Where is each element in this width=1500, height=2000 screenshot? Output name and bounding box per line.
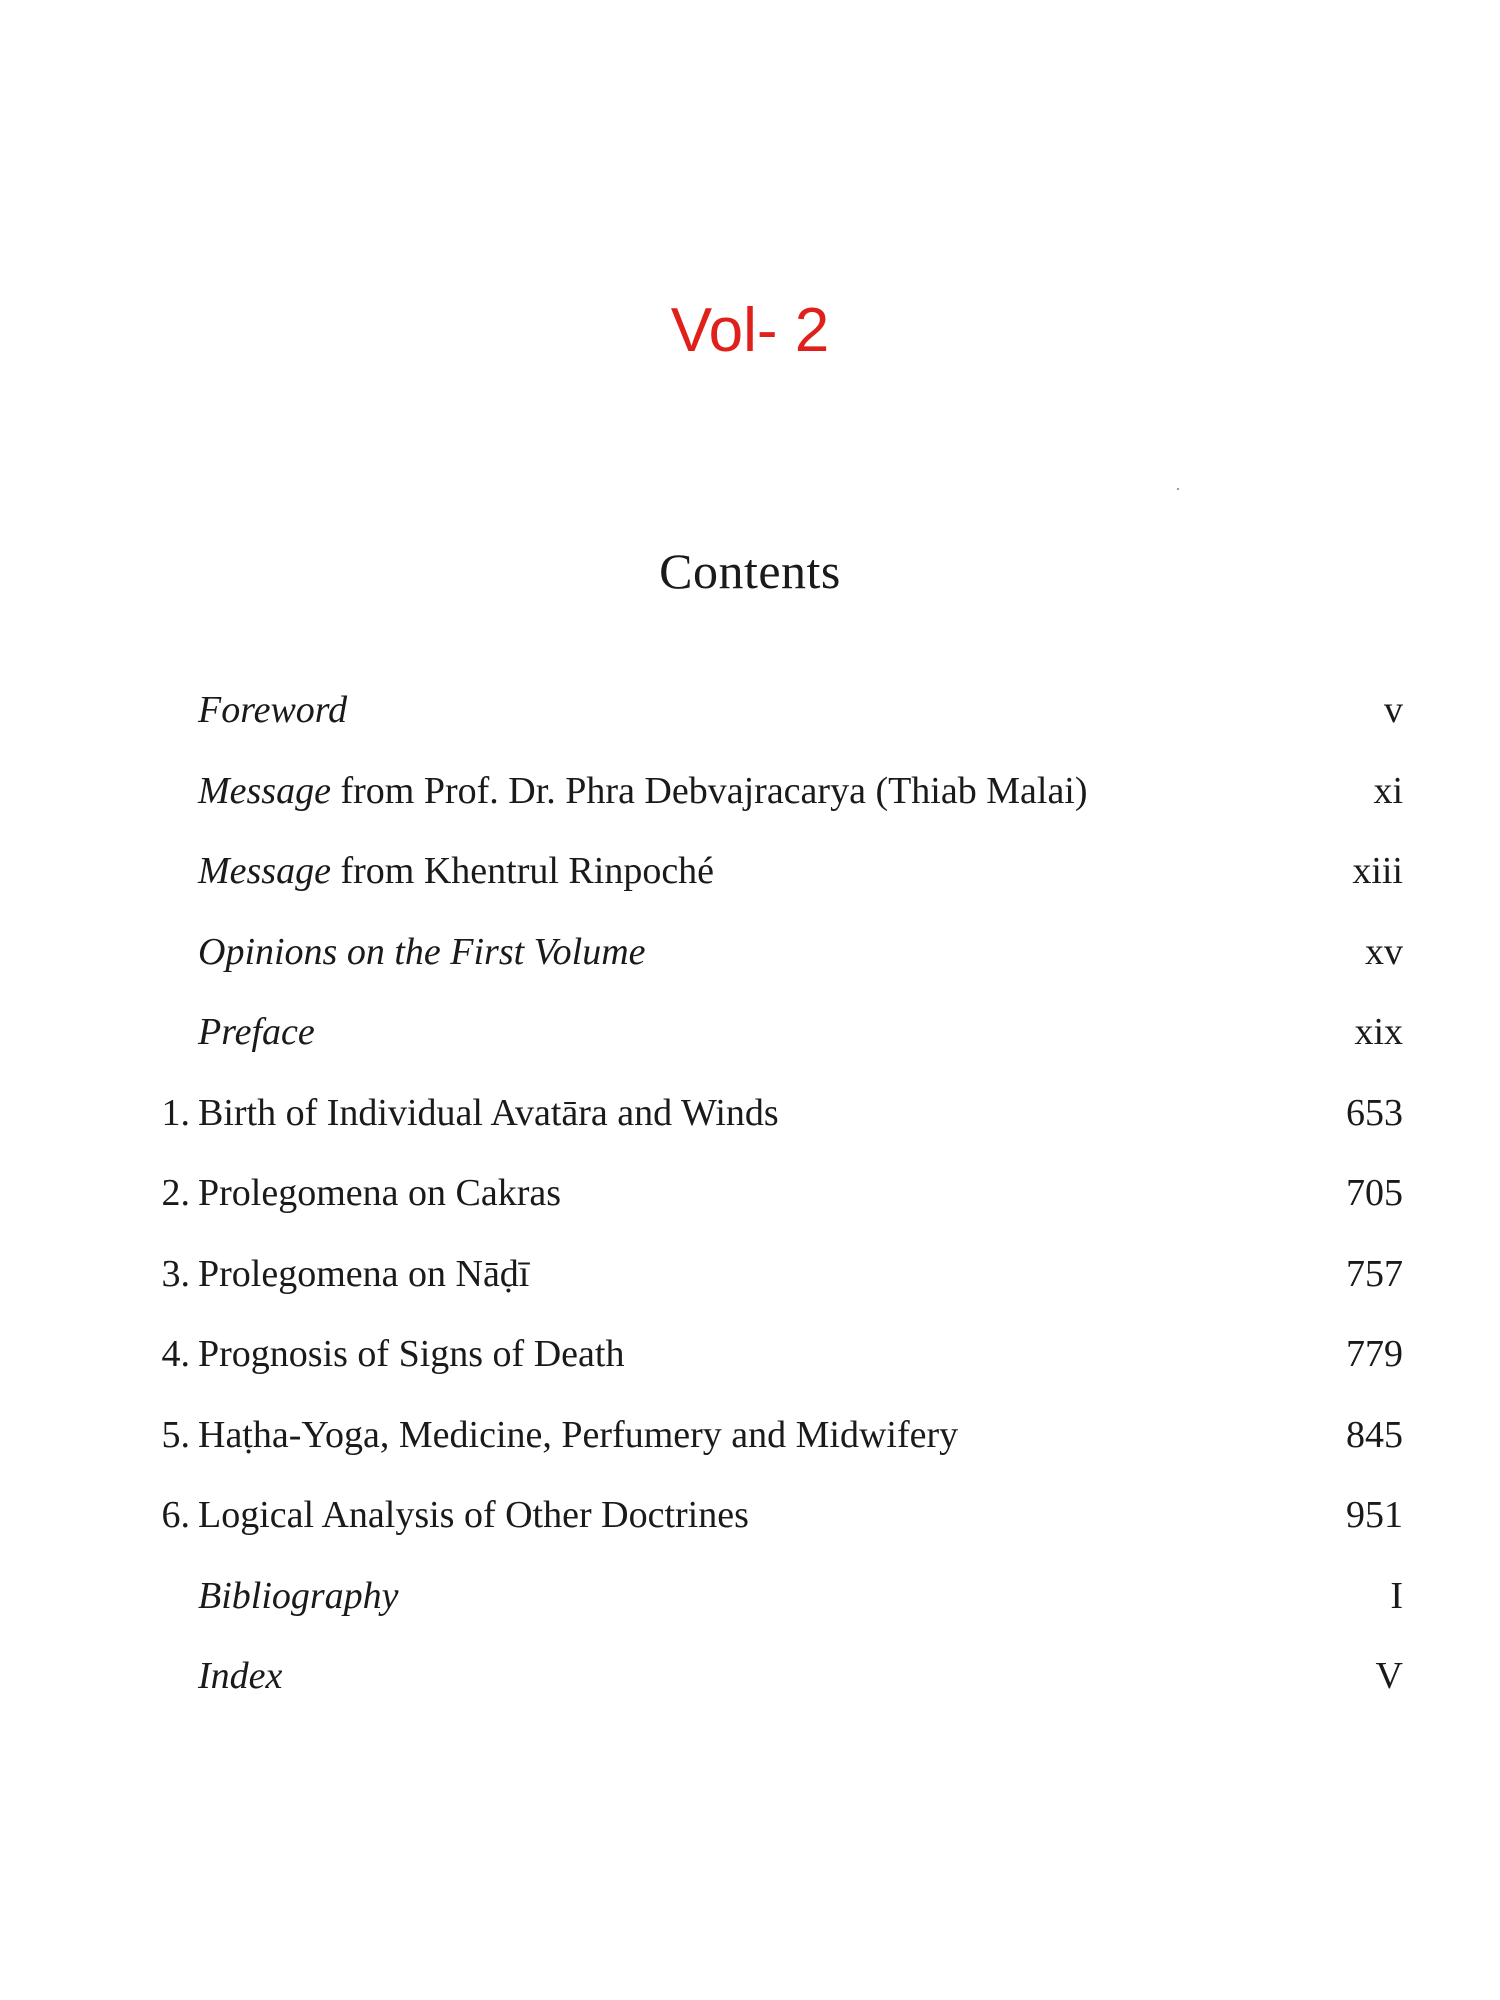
- toc-entry-foreword: [0, 686, 1500, 767]
- toc-entry-title: [198, 1572, 399, 1620]
- toc-entry-page: 705: [1346, 1172, 1403, 1214]
- toc-entry-title: [198, 928, 646, 976]
- toc-entry-page: v: [1384, 689, 1403, 731]
- toc-entry-chapter-5: [0, 1411, 1500, 1492]
- toc-entry-page: V: [1375, 1655, 1403, 1697]
- toc-entry-title: [198, 1330, 624, 1378]
- toc-entry-title: [198, 847, 714, 895]
- toc-entry-page: 779: [1346, 1333, 1403, 1375]
- toc-entry-title: [198, 1411, 958, 1459]
- scan-speck: [1177, 488, 1179, 490]
- toc-entry-title-rest: Prognosis of Signs of Death: [198, 1333, 625, 1375]
- toc-entry-title-rest: from Prof. Dr. Phra Debvajracarya (Thiab Malai): [330, 769, 1088, 812]
- volume-label: Vol- 2: [670, 296, 830, 365]
- toc-entry-title-italic: Foreword: [198, 689, 348, 731]
- toc-entry-number: 2.: [161, 1172, 190, 1214]
- toc-entry-message-debvajracarya: [0, 767, 1500, 848]
- toc-entry-chapter-2: [0, 1169, 1500, 1250]
- toc-entry-opinions: [0, 928, 1500, 1009]
- toc-entry-preface: [0, 1008, 1500, 1089]
- toc-entry-title-italic: Bibliography: [198, 1574, 399, 1617]
- toc-entry-title-rest: from Khentrul Rinpoché: [330, 850, 715, 892]
- toc-entry-title: [198, 1008, 315, 1056]
- toc-entry-page: xix: [1354, 1011, 1403, 1053]
- toc-entry-number: 4.: [161, 1333, 190, 1375]
- toc-entry-title-italic: Message: [198, 769, 331, 812]
- toc-entry-message-khentrul: [0, 847, 1500, 928]
- toc-entry-title-rest: Logical Analysis of Other Doctrines: [198, 1494, 749, 1536]
- toc-entry-title-italic: Index: [198, 1655, 283, 1697]
- toc-entry-page: xv: [1365, 930, 1403, 973]
- toc-entry-chapter-6: [0, 1491, 1500, 1572]
- toc-entry-title: [198, 1652, 282, 1700]
- toc-entry-chapter-4: [0, 1330, 1500, 1411]
- toc-entry-page: 845: [1346, 1413, 1403, 1456]
- toc-entry-title: [198, 686, 347, 734]
- toc-entry-title-rest: Prolegomena on Nāḍī: [198, 1252, 530, 1295]
- toc-entry-title: [198, 1169, 561, 1217]
- contents-heading: Contents: [659, 543, 841, 599]
- toc-entry-title: [198, 1250, 529, 1298]
- toc-entry-number: 6.: [161, 1494, 190, 1536]
- toc-entry-title-rest: Birth of Individual Avatāra and Winds: [198, 1091, 779, 1134]
- toc-entry-title: [198, 767, 1088, 815]
- toc-entry-page: xi: [1373, 769, 1403, 812]
- toc-entry-page: I: [1390, 1574, 1403, 1617]
- toc-entry-title: [198, 1491, 749, 1539]
- toc-entry-title-italic: Preface: [198, 1011, 315, 1053]
- toc-entry-chapter-3: [0, 1250, 1500, 1331]
- toc-entry-page: 653: [1346, 1091, 1403, 1134]
- toc-entry-title-rest: Prolegomena on Cakras: [198, 1172, 562, 1214]
- toc-entry-page: 951: [1346, 1494, 1403, 1536]
- table-of-contents: [0, 686, 1500, 1733]
- toc-entry-number: 5.: [161, 1413, 190, 1456]
- toc-entry-title: [198, 1089, 779, 1137]
- toc-entry-title-italic: Message: [198, 850, 331, 892]
- toc-entry-page: 757: [1346, 1252, 1403, 1295]
- toc-entry-number: 1.: [161, 1091, 190, 1134]
- toc-entry-title-rest: Haṭha-Yoga, Medicine, Perfumery and Midwifery: [198, 1413, 959, 1456]
- toc-entry-title-italic: Opinions on the First Volume: [198, 930, 646, 973]
- toc-entry-page: xiii: [1352, 850, 1403, 892]
- toc-entry-bibliography: [0, 1572, 1500, 1653]
- toc-entry-number: 3.: [161, 1252, 190, 1295]
- toc-entry-chapter-1: [0, 1089, 1500, 1170]
- toc-entry-index: [0, 1652, 1500, 1733]
